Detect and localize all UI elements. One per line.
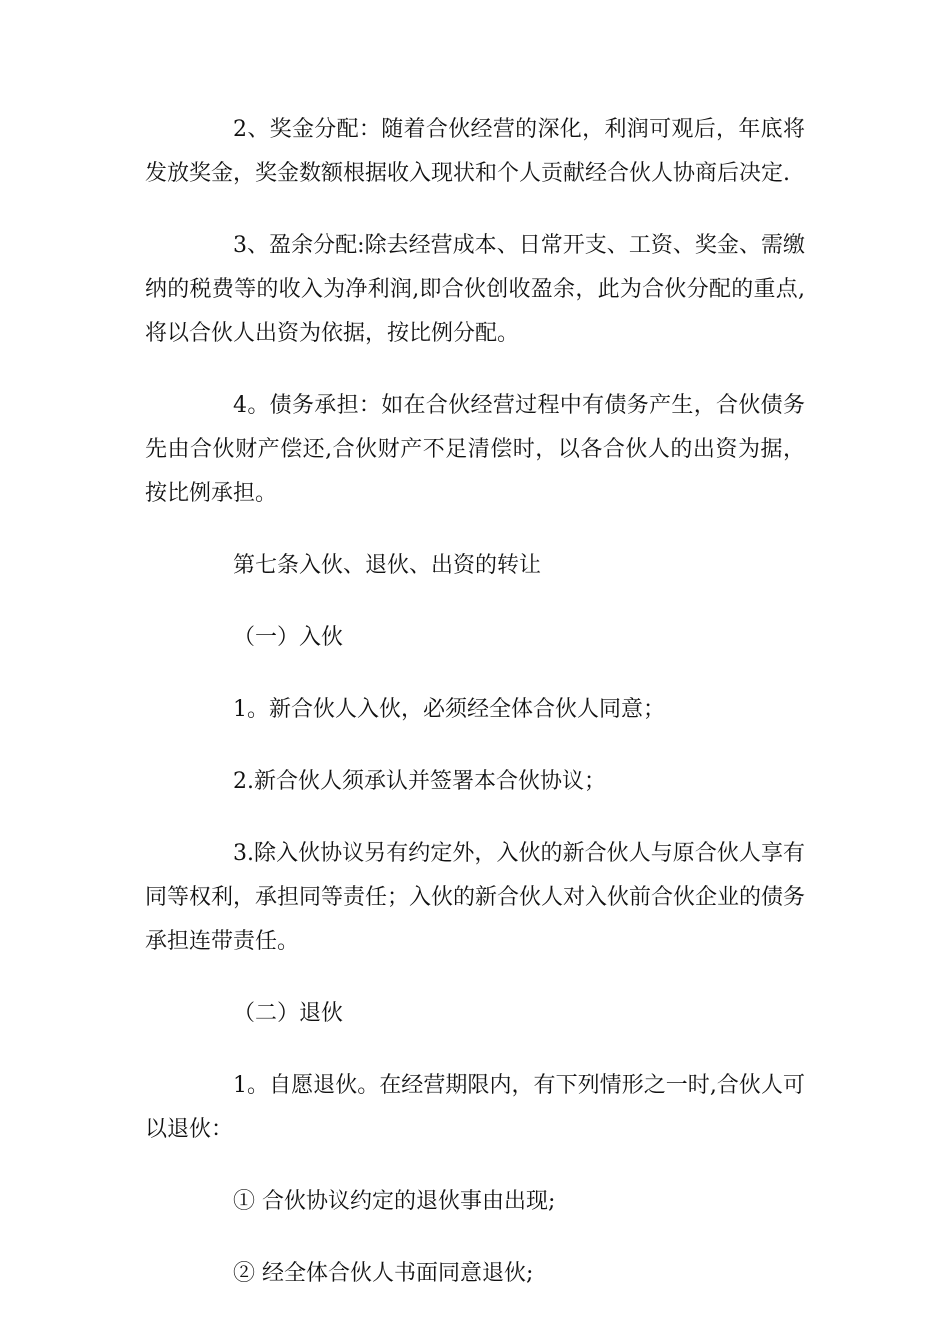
subsection-heading-withdrawal: （二）退伙 [233,1001,344,1026]
list-item-withdrawal-1: 1。自愿退伙。在经营期限内，有下列情形之一时,合伙人可以退伙： [145,1073,805,1142]
list-item-withdrawal-1b: ② 经全体合伙人书面同意退伙; [233,1261,534,1286]
paragraph-bonus-distribution: 2、奖金分配：随着合伙经营的深化，利润可观后，年底将发放奖金，奖金数额根据收入现状和个人贡献经合伙人协商后决定. [145,117,805,186]
list-item-admission-2: 2.新合伙人须承认并签署本合伙协议； [233,769,606,794]
list-item-withdrawal-1a: ① 合伙协议约定的退伙事由出现; [233,1189,556,1214]
paragraph-debt-bearing: 4。债务承担：如在合伙经营过程中有债务产生，合伙债务先由合伙财产偿还,合伙财产不足清偿时，以各合伙人的出资为据，按比例承担。 [145,393,805,506]
list-item-admission-3: 3.除入伙协议另有约定外，入伙的新合伙人与原合伙人享有同等权利，承担同等责任；入伙的新合伙人对入伙前合伙企业的债务承担连带责任。 [145,841,806,954]
document-body [145,108,805,1324]
subsection-heading-admission: （一）入伙 [233,625,344,650]
section-heading-article-7: 第七条入伙、退伙、出资的转让 [233,553,542,578]
list-item-admission-1: 1。新合伙人入伙，必须经全体合伙人同意； [233,697,665,722]
paragraph-surplus-distribution: 3、盈余分配:除去经营成本、日常开支、工资、奖金、需缴纳的税费等的收入为净利润,即合伙创收盈余，此为合伙分配的重点,将以合伙人出资为依据，按比例分配。 [145,233,805,346]
